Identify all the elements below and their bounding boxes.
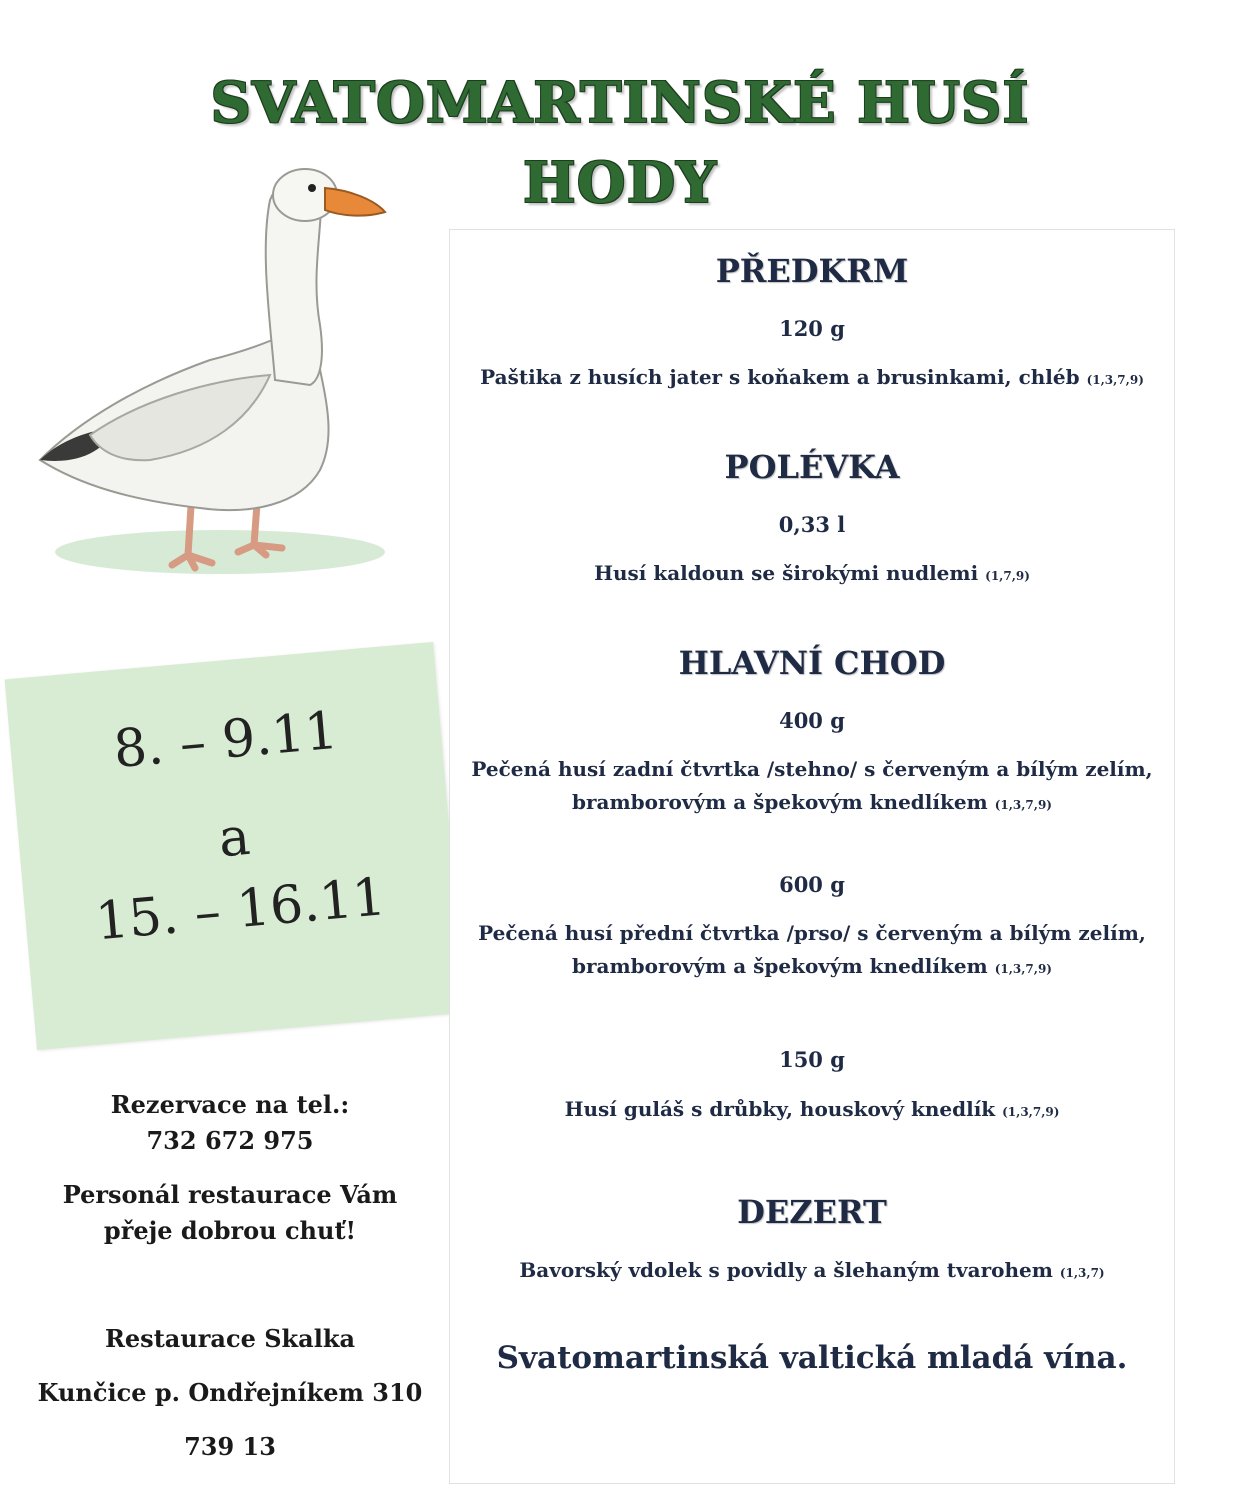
phone-number: 732 672 975 <box>146 1126 314 1155</box>
date-connector: a <box>216 806 253 870</box>
menu-panel <box>449 229 1175 1484</box>
restaurant-postcode: 739 13 <box>184 1432 276 1461</box>
allergen-codes: (1,3,7,9) <box>994 798 1052 812</box>
section-heading-polevka: POLÉVKA <box>724 448 900 486</box>
allergen-codes: (1,3,7,9) <box>1002 1105 1060 1119</box>
allergen-codes: (1,3,7,9) <box>994 962 1052 976</box>
dish-quantity: 600 g <box>779 872 845 897</box>
date-second: 15. – 16.11 <box>93 867 388 953</box>
reservation-label: Rezervace na tel.: <box>110 1090 350 1119</box>
dish-quantity: 400 g <box>779 708 845 733</box>
section-heading-hlavni: HLAVNÍ CHOD <box>678 644 946 682</box>
dish-description: Husí guláš s drůbky, houskový knedlík (1,3,7,9) <box>564 1097 1060 1121</box>
allergen-codes: (1,3,7,9) <box>1086 373 1144 387</box>
dish-description: Pečená husí přední čtvrtka /prso/ s červeným a bílým zelím, bramborovým a špekovým knedlíkem (1,3,7,9) <box>478 921 1146 978</box>
dish-quantity: 150 g <box>779 1047 845 1072</box>
allergen-codes: (1,3,7) <box>1059 1266 1105 1280</box>
allergen-codes: (1,7,9) <box>985 569 1030 583</box>
dish-description: Husí kaldoun se širokými nudlemi (1,7,9) <box>594 561 1030 585</box>
date-first: 8. – 9.11 <box>111 700 341 781</box>
restaurant-address: Kunčice p. Ondřejníkem 310 <box>37 1378 423 1407</box>
section-heading-dezert: DEZERT <box>737 1193 887 1231</box>
dish-description: Paštika z husích jater s koňakem a brusinkami, chléb (1,3,7,9) <box>480 365 1144 389</box>
dish-quantity: 120 g <box>779 316 845 341</box>
page-title-line2: HODY <box>522 150 718 216</box>
wine-offer: Svatomartinská valtická mladá vína. <box>496 1340 1128 1376</box>
dish-description: Bavorský vdolek s povidly a šlehaným tvarohem (1,3,7) <box>519 1258 1105 1282</box>
restaurant-name: Restaurace Skalka <box>104 1324 356 1353</box>
goose-illustration <box>20 160 430 600</box>
page-title-line1: SVATOMARTINSKÉ HUSÍ <box>210 70 1030 136</box>
greeting-line1: Personál restaurace Vám <box>62 1180 398 1209</box>
greeting-line2: přeje dobrou chuť! <box>103 1216 357 1245</box>
dish-description: Pečená husí zadní čtvrtka /stehno/ s červeným a bílým zelím, bramborovým a špekovým knedlíkem (1,3,7,9) <box>471 757 1153 814</box>
date-card <box>5 642 466 1050</box>
section-heading-predkrm: PŘEDKRM <box>715 252 909 290</box>
dish-quantity: 0,33 l <box>778 512 846 537</box>
